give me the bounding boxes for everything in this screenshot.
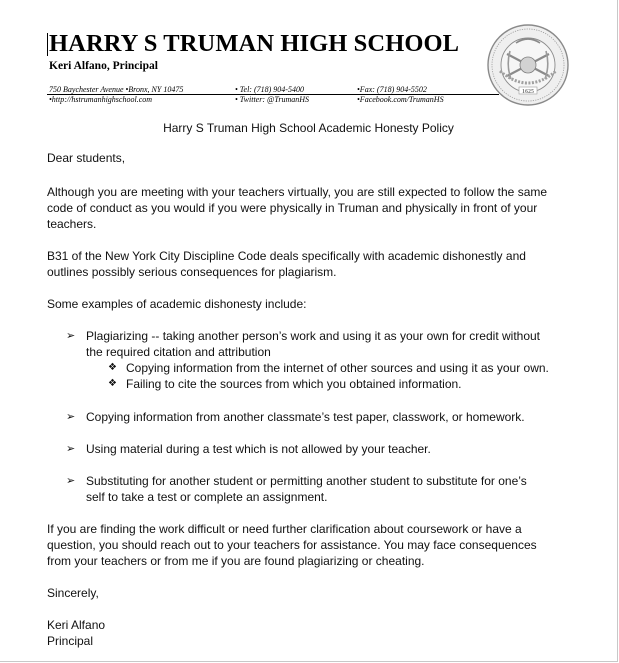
paragraph-1-line-1: Although you are meeting with your teachers virtually, you are still expected to follow the same	[47, 185, 548, 199]
diamond-bullet-icon: ❖	[108, 362, 117, 373]
telephone: • Tel: (718) 904-5400	[235, 85, 304, 94]
nyc-seal-icon	[486, 23, 570, 107]
examples-intro: Some examples of academic dishonesty include:	[47, 297, 307, 311]
bullet-3: Using material during a test which is not allowed by your teacher.	[86, 442, 431, 456]
arrow-bullet-icon: ➢	[66, 330, 76, 342]
paragraph-2-line-1: B31 of the New York City Discipline Code deals specifically with academic dishonestly and	[47, 249, 526, 263]
fax: •Fax: (718) 904-5502	[357, 85, 427, 94]
diamond-bullet-icon: ❖	[108, 378, 117, 389]
bullet-4-line-1: Substituting for another student or permitting another student to substitute for one’s	[86, 474, 527, 488]
twitter-handle: • Twitter: @TrumanHS	[235, 95, 310, 104]
facebook-link: •Facebook.com/TrumanHS	[357, 95, 444, 104]
paragraph-1-line-2: code of conduct as you would if you were physically in Truman and physically in front of your	[47, 201, 538, 215]
salutation: Dear students,	[47, 151, 126, 165]
svg-text:1625: 1625	[522, 89, 534, 95]
closing: Sincerely,	[47, 586, 99, 600]
bullet-1-line-1: Plagiarizing -- taking another person’s work and using it as your own for credit without	[86, 329, 541, 343]
sub-bullet-1: Copying information from the internet of other sources and using it as your own.	[126, 361, 549, 375]
paragraph-3-line-2: question, you should reach out to your teachers for assistance. You may face consequences	[47, 538, 537, 552]
bullet-2: Copying information from another classmate’s test paper, classwork, or homework.	[86, 410, 525, 424]
arrow-bullet-icon: ➢	[66, 443, 76, 455]
bullet-1-line-2: the required citation and attribution	[86, 345, 271, 359]
website-link[interactable]: •http://hstrumanhighschool.com	[49, 95, 153, 104]
paragraph-3-line-1: If you are finding the work difficult or need further clarification about coursework or have a	[47, 522, 522, 536]
address: 750 Baychester Avenue •Bronx, NY 10475	[49, 85, 184, 94]
paragraph-3-line-3: from your teachers or from me if you are found plagiarizing or cheating.	[47, 554, 425, 568]
school-name: HARRY S TRUMAN HIGH SCHOOL	[49, 30, 460, 57]
paragraph-1-line-3: teachers.	[47, 217, 97, 231]
paragraph-2-line-2: outlines possibly serious consequences for plagiarism.	[47, 265, 337, 279]
sub-bullet-2: Failing to cite the sources from which you obtained information.	[126, 377, 462, 391]
signer-title: Principal	[47, 634, 94, 648]
letterhead-divider	[47, 94, 499, 95]
signer-name: Keri Alfano	[47, 618, 106, 632]
document-title: Harry S Truman High School Academic Honesty Policy	[163, 121, 454, 135]
bullet-4-line-2: self to take a test or complete an assignment.	[86, 490, 328, 504]
arrow-bullet-icon: ➢	[66, 475, 76, 487]
principal-line: Keri Alfano, Principal	[49, 60, 158, 72]
arrow-bullet-icon: ➢	[66, 411, 76, 423]
text-cursor	[47, 33, 48, 56]
